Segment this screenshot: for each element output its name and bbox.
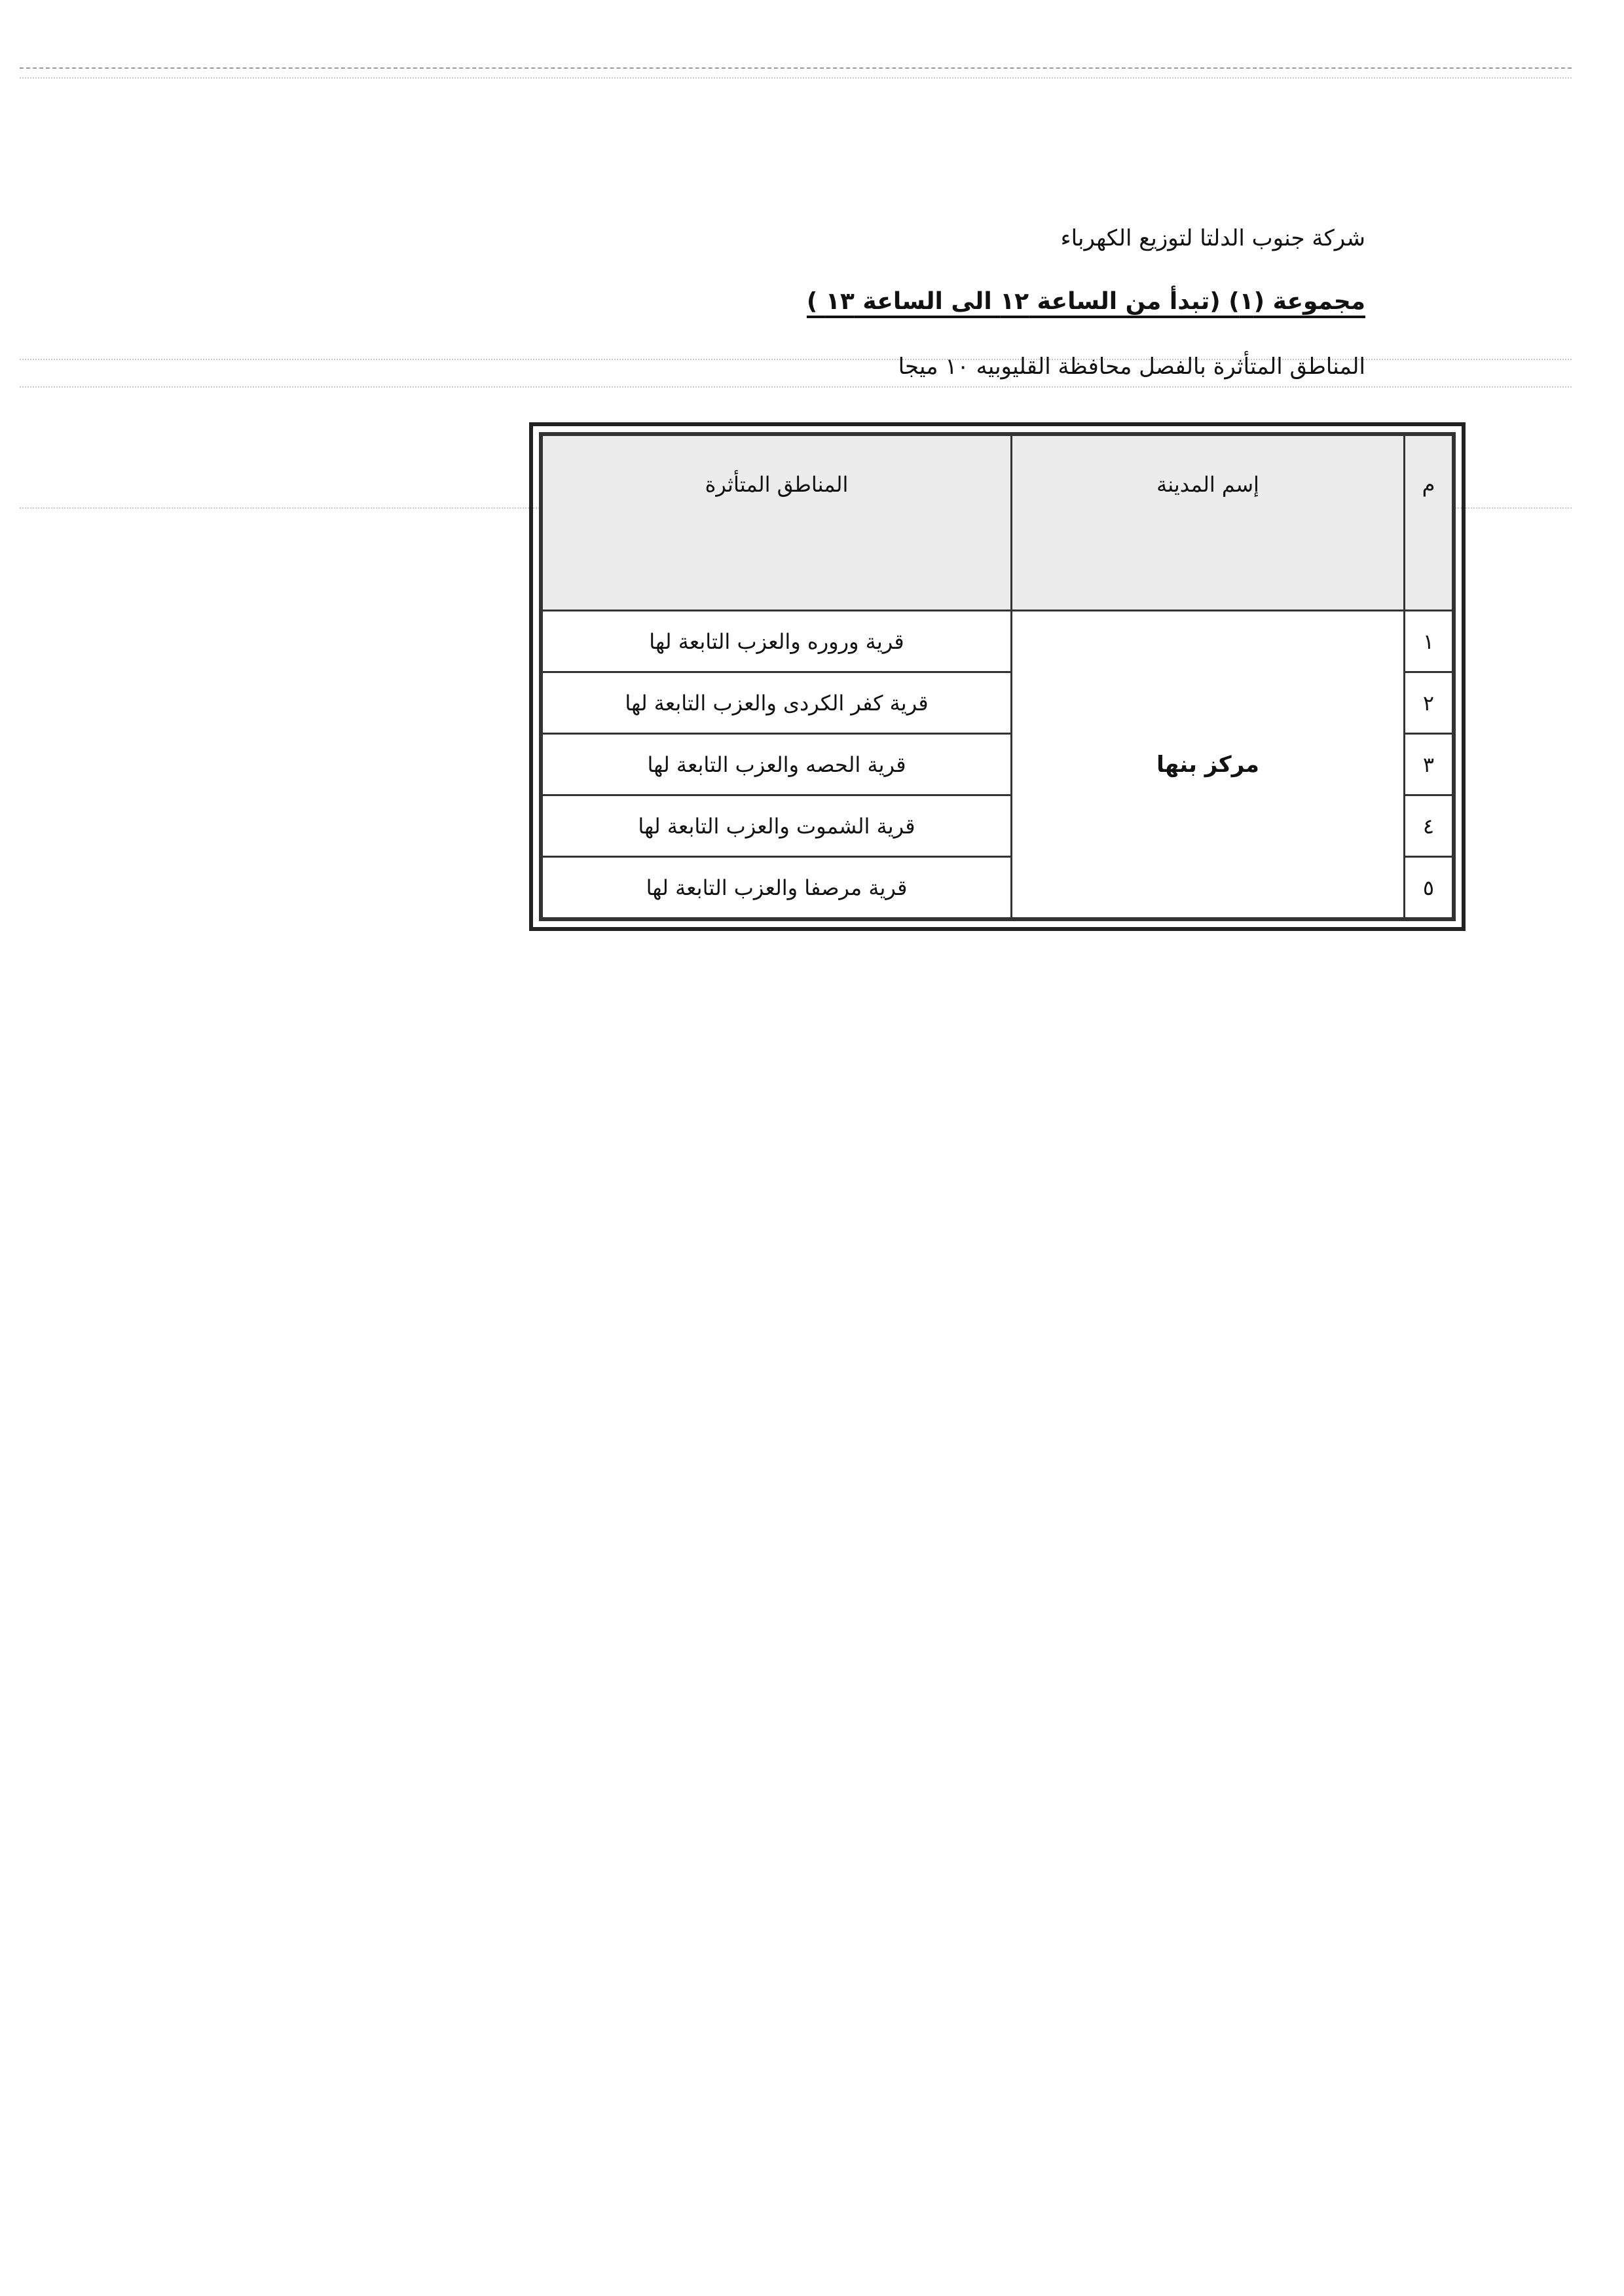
row-area: قرية وروره والعزب التابعة لها xyxy=(542,611,1012,672)
affected-areas-caption: المناطق المتأثرة بالفصل محافظة القليوبيه ١٠ ميجا xyxy=(898,354,1365,380)
header-city: إسم المدينة xyxy=(1012,435,1405,611)
row-num: ٤ xyxy=(1405,795,1453,857)
company-name: شركة جنوب الدلتا لتوزيع الكهرباء xyxy=(1060,225,1365,251)
row-area: قرية مرصفا والعزب التابعة لها xyxy=(542,857,1012,919)
scan-line-mid-2 xyxy=(20,386,1572,388)
header-num: م xyxy=(1405,435,1453,611)
row-area: قرية الشموت والعزب التابعة لها xyxy=(542,795,1012,857)
areas-table xyxy=(541,434,1454,919)
row-num: ١ xyxy=(1405,611,1453,672)
table-inner-border xyxy=(539,432,1456,921)
scan-line-top xyxy=(20,67,1572,69)
scan-line-faint xyxy=(20,77,1572,79)
row-num: ٣ xyxy=(1405,734,1453,795)
group-title: مجموعة (١) (تبدأ من الساعة ١٢ الى الساعة ١٣ ) xyxy=(806,288,1365,315)
row-area: قرية كفر الكردى والعزب التابعة لها xyxy=(542,672,1012,734)
city-cell: مركز بنها xyxy=(1012,611,1405,919)
row-num: ٥ xyxy=(1405,857,1453,919)
header-areas: المناطق المتأثرة xyxy=(542,435,1012,611)
row-num: ٢ xyxy=(1405,672,1453,734)
row-area: قرية الحصه والعزب التابعة لها xyxy=(542,734,1012,795)
table-row xyxy=(542,611,1453,672)
table-header-row xyxy=(542,435,1453,611)
affected-areas-table xyxy=(529,422,1466,931)
